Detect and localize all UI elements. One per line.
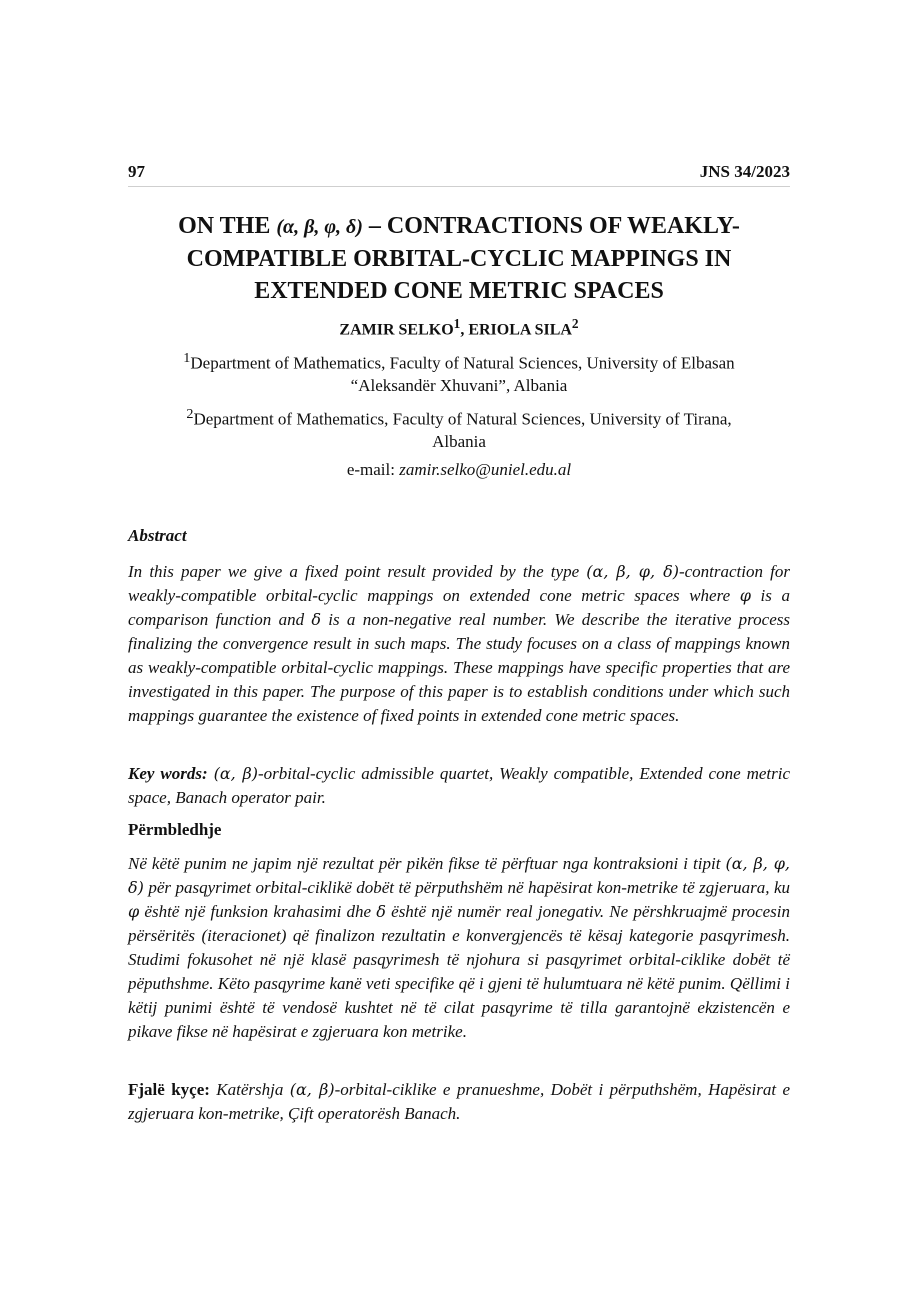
author-1-sup: 1 bbox=[453, 316, 461, 331]
keywords-albanian-math: (α, β) bbox=[289, 1080, 335, 1099]
abstract-heading: Abstract bbox=[128, 526, 187, 545]
email-label: e-mail: bbox=[346, 460, 400, 479]
title-line2: COMPATIBLE ORBITAL-CYCLIC MAPPINGS IN bbox=[186, 246, 732, 272]
summary-part3: është një funksion krahasimi dhe bbox=[139, 902, 377, 921]
title-line3: EXTENDED CONE METRIC SPACES bbox=[254, 278, 664, 304]
abstract-part3: is a comparison function and bbox=[128, 586, 790, 629]
author-2-sup: 2 bbox=[571, 316, 579, 331]
title-prefix: ON THE bbox=[178, 213, 277, 239]
title-greek: (α, β, φ, δ) bbox=[276, 216, 363, 238]
summary-heading: Përmbledhje bbox=[128, 820, 222, 839]
email-address[interactable]: zamir.selko@uniel.edu.al bbox=[399, 460, 572, 479]
affiliation-1-line1: Department of Mathematics, Faculty of Natural Sciences, University of Elbasan bbox=[190, 353, 735, 373]
author-separator: , bbox=[460, 321, 469, 339]
affiliation-2-sup: 2 bbox=[186, 406, 194, 422]
keywords-albanian-label: Fjalë kyçe: bbox=[128, 1080, 217, 1099]
authors bbox=[128, 316, 790, 339]
summary-math-1: (α, β, φ, δ) bbox=[128, 854, 790, 897]
title-line1-rest: – CONTRACTIONS OF WEAKLY- bbox=[362, 213, 740, 239]
keywords-text: -orbital-cyclic admissible quartet, Weakly compatible, Extended cone metric space, Banach operator pair. bbox=[128, 764, 790, 807]
paper-title bbox=[128, 210, 790, 307]
summary-part2: për pasqyrimet orbital-ciklikë dobët të përputhshëm në hapësirat kon-metrike të zgjeruara, ku bbox=[143, 878, 790, 897]
keywords-albanian-text: -orbital-ciklike e pranueshme, Dobët i përputhshëm, Hapësirat e zgjeruara kon-metrike, Çift operatorësh Banach. bbox=[128, 1080, 790, 1123]
journal-issue: JNS 34/2023 bbox=[699, 162, 790, 181]
affiliation-1-sup: 1 bbox=[183, 350, 191, 366]
keywords-math: (α, β) bbox=[213, 764, 258, 783]
email-line bbox=[128, 460, 790, 480]
abstract-body bbox=[128, 560, 790, 728]
keywords-albanian-part1: Katërshja bbox=[216, 1080, 290, 1099]
affiliation-2-line1: Department of Mathematics, Faculty of Natural Sciences, University of Tirana, bbox=[193, 409, 732, 429]
abstract-math-2: φ bbox=[739, 586, 751, 605]
summary-part4: është një numër real jonegativ. Ne përshkruajmë procesin përsëritës (iteracionet) që finalizon rezultatin e konvergjencës të kësaj kategorie pasqyrimesh. Studimi fokusohet në një klasë pasqyrimesh të njohura si pasqyrimet orbital-ciklike dobët të pëputhshme. Këto pasqyrime kanë veti specifike që i gjeni të hulumtuara në këtë punim. Qëllimi i këtij punimi është të vendosë kushtet në të cilat pasqyrime të tilla garantojnë ekzistencën e pikave fikse në hapësirat e zgjeruara kon metrike. bbox=[128, 902, 791, 1041]
summary-body bbox=[128, 852, 790, 1044]
affiliation-1 bbox=[128, 347, 790, 397]
keywords bbox=[128, 762, 790, 810]
abstract-part1: In this paper we give a fixed point result provided by the type bbox=[128, 562, 587, 581]
summary-part1: Në këtë punim ne japim një rezultat për pikën fikse të përftuar nga kontraksioni i tipit bbox=[128, 854, 726, 873]
summary-math-2: φ bbox=[128, 902, 140, 921]
running-header bbox=[128, 158, 790, 187]
page-number: 97 bbox=[128, 162, 145, 181]
affiliation-1-line2: “Aleksandër Xhuvani”, Albania bbox=[350, 375, 568, 395]
abstract-part4: is a non-negative real number. We describe the iterative process finalizing the convergence result in such maps. The study focuses on a class of mappings known as weakly-compatible orbital-cyclic mappings. These mappings have specific properties that are investigated in this paper. The purpose of this paper is to establish conditions under which such mappings guarantee the existence of fixed points in extended cone metric spaces. bbox=[128, 610, 790, 725]
author-2: ERIOLA SILA bbox=[468, 321, 572, 339]
summary-math-3: δ bbox=[376, 902, 386, 921]
affiliation-2 bbox=[128, 403, 790, 453]
abstract-math-3: δ bbox=[311, 610, 321, 629]
author-1: ZAMIR SELKO bbox=[339, 321, 454, 339]
abstract-math-1: (α, β, φ, δ) bbox=[586, 562, 679, 581]
abstract-part2: -contraction for weakly-compatible orbital-cyclic mappings on extended cone metric spaces where bbox=[128, 562, 790, 605]
affiliation-2-line2: Albania bbox=[432, 431, 486, 451]
keywords-albanian bbox=[128, 1078, 790, 1126]
keywords-label: Key words: bbox=[128, 764, 214, 783]
